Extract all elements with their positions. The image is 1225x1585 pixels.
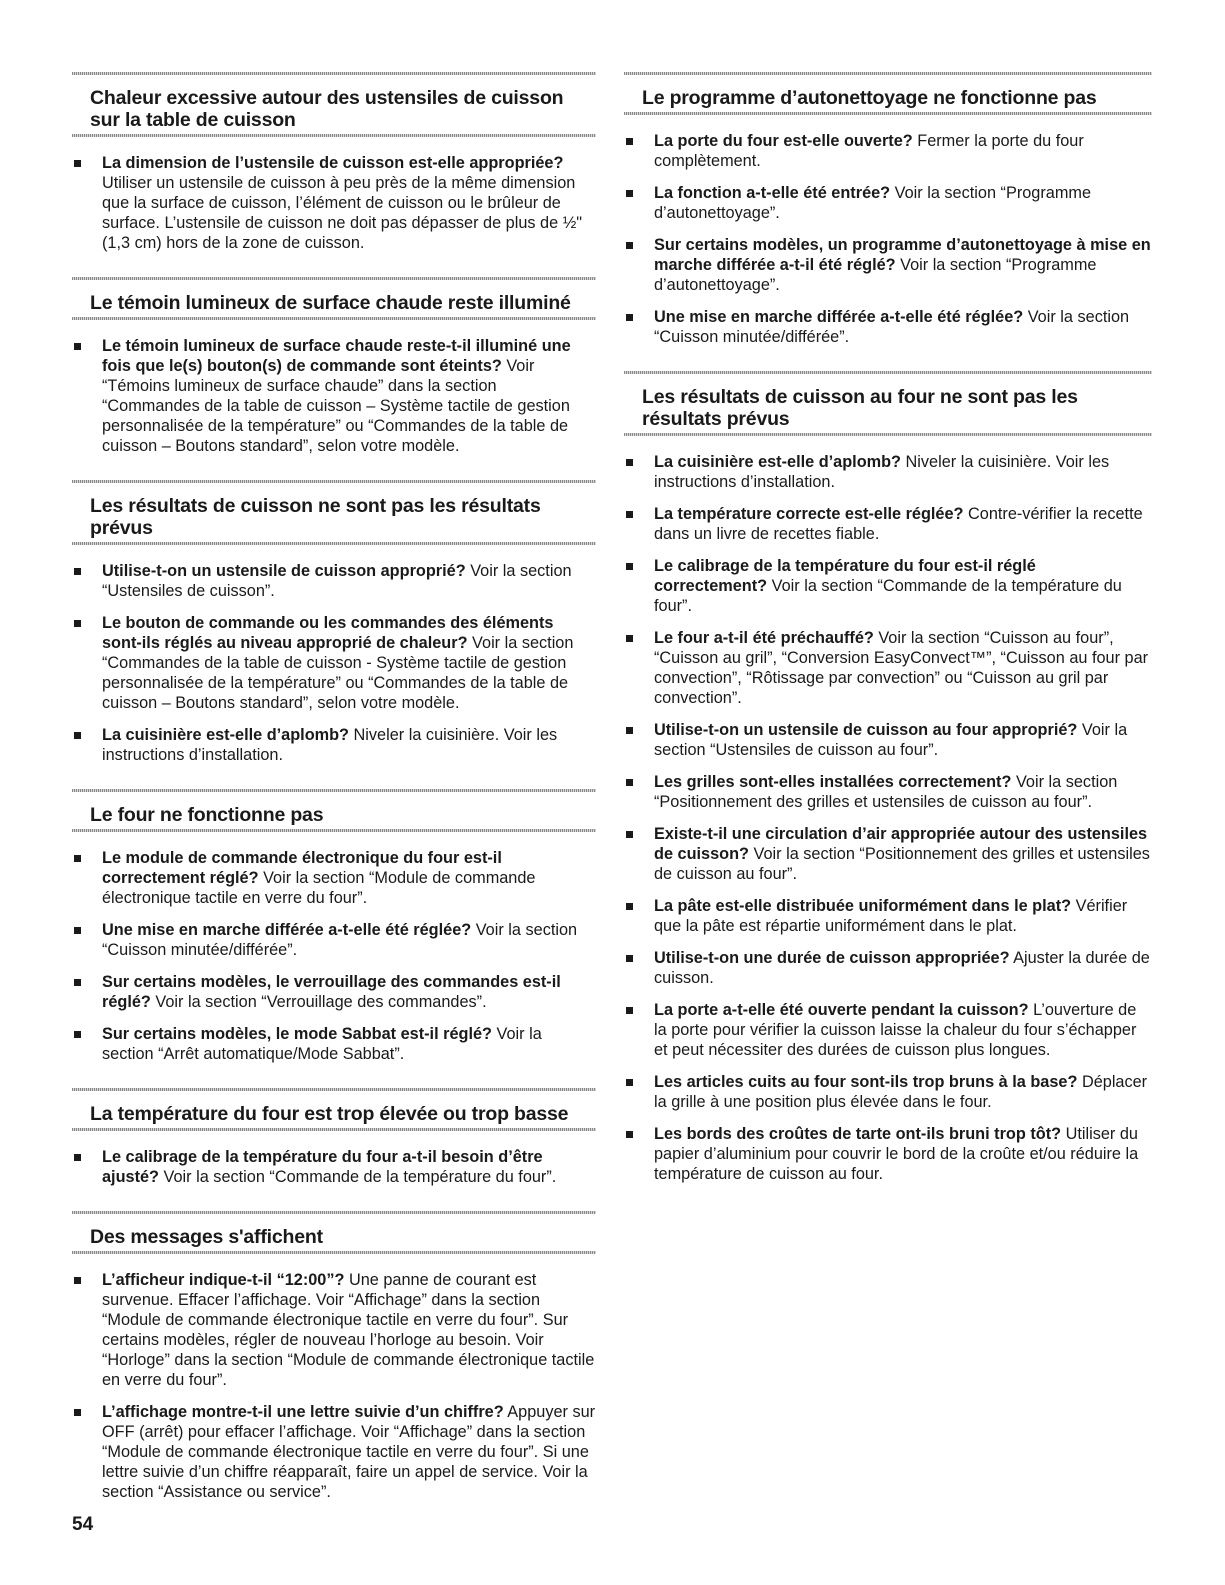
list-item bbox=[624, 183, 1152, 223]
list-item bbox=[72, 848, 596, 908]
list-item bbox=[72, 1402, 596, 1502]
list-item bbox=[624, 1072, 1152, 1112]
item-answer: Appuyer sur OFF (arrêt) pour effacer l’affichage. Voir “Affichage” dans la section “Module de commande électronique tactile en verre du four”. Si une lettre suivie d’un chiffre réapparaît, faire un appel de service. Voir la section “Assistance ou service”. bbox=[102, 1403, 596, 1501]
section-title: Le programme d’autonettoyage ne fonctionne pas bbox=[642, 87, 1097, 109]
list-item bbox=[72, 561, 596, 601]
item-answer: Voir la section “Programme d’autonettoyage”. bbox=[654, 184, 1092, 222]
item-list bbox=[72, 137, 596, 269]
list-item bbox=[624, 824, 1152, 884]
item-question: Existe-t-il une circulation d’air appropriée autour des ustensiles de cuisson? bbox=[654, 825, 1148, 863]
item-question: Les grilles sont-elles installées correctement? bbox=[654, 773, 1012, 791]
item-list bbox=[72, 545, 596, 781]
section-title: La température du four est trop élevée ou trop basse bbox=[90, 1103, 569, 1125]
item-question: Les bords des croûtes de tarte ont-ils bruni trop tôt? bbox=[654, 1125, 1062, 1143]
item-question: La porte du four est-elle ouverte? bbox=[654, 132, 913, 150]
item-question: Le calibrage de la température du four est-il réglé correctement? bbox=[654, 557, 1036, 595]
list-item bbox=[624, 896, 1152, 936]
list-item bbox=[624, 504, 1152, 544]
section-title: Le témoin lumineux de surface chaude reste illuminé bbox=[90, 292, 571, 314]
item-answer: Voir la section “Ustensiles de cuisson au four”. bbox=[654, 721, 1128, 759]
item-question: Le calibrage de la température du four a-t-il besoin d’être ajusté? bbox=[102, 1148, 543, 1186]
list-item bbox=[624, 307, 1152, 347]
item-question: Utilise-t-on un ustensile de cuisson approprié? bbox=[102, 562, 466, 580]
item-question: La cuisinière est-elle d’aplomb? bbox=[654, 453, 902, 471]
item-answer: Voir la section “Arrêt automatique/Mode Sabbat”. bbox=[102, 1025, 542, 1063]
item-answer: Voir la section “Verrouillage des commandes”. bbox=[150, 993, 487, 1011]
item-question: Le module de commande électronique du four est-il correctement réglé? bbox=[102, 849, 502, 887]
list-item bbox=[624, 235, 1152, 295]
list-item bbox=[72, 1024, 596, 1064]
item-answer: Niveler la cuisinière. Voir les instructions d’installation. bbox=[654, 453, 1110, 491]
item-question: La cuisinière est-elle d’aplomb? bbox=[102, 726, 350, 744]
item-answer: L’ouverture de la porte pour vérifier la cuisson laisse la chaleur du four s’échapper et peut nécessiter des durées de cuisson plus longues. bbox=[654, 1001, 1137, 1059]
right-column bbox=[624, 72, 1152, 1208]
list-item bbox=[624, 556, 1152, 616]
item-list bbox=[72, 320, 596, 472]
list-item bbox=[72, 153, 596, 253]
list-item bbox=[72, 972, 596, 1012]
troubleshooting-section bbox=[72, 277, 596, 472]
list-item bbox=[624, 628, 1152, 708]
item-list bbox=[72, 1254, 596, 1518]
item-list bbox=[624, 115, 1152, 363]
list-item bbox=[72, 336, 596, 456]
item-question: L’affichage montre-t-il une lettre suivie d’un chiffre? bbox=[102, 1403, 504, 1421]
item-answer: Contre-vérifier la recette dans un livre de recettes fiable. bbox=[654, 505, 1143, 543]
item-question: Utilise-t-on un ustensile de cuisson au four approprié? bbox=[654, 721, 1078, 739]
item-question: Le témoin lumineux de surface chaude reste-t-il illuminé une fois que le(s) bouton(s) de commande sont éteints? bbox=[102, 337, 571, 375]
item-answer: Voir la section “Positionnement des grilles et ustensiles de cuisson au four”. bbox=[654, 773, 1118, 811]
list-item bbox=[72, 725, 596, 765]
item-question: Sur certains modèles, le verrouillage des commandes est-il réglé? bbox=[102, 973, 561, 1011]
item-question: La dimension de l’ustensile de cuisson est-elle appropriée? bbox=[102, 154, 564, 172]
item-question: Le four a-t-il été préchauffé? bbox=[654, 629, 874, 647]
item-question: Une mise en marche différée a-t-elle été réglée? bbox=[102, 921, 472, 939]
item-answer: Ajuster la durée de cuisson. bbox=[654, 949, 1150, 987]
list-item bbox=[72, 613, 596, 713]
item-answer: Voir la section “Module de commande électronique tactile en verre du four”. bbox=[102, 869, 536, 907]
item-answer: Voir “Témoins lumineux de surface chaude” dans la section “Commandes de la table de cuisson – Système tactile de gestion personnalisée de la température” ou “Commandes de la table de cuisson – Boutons standard”, selon votre modèle. bbox=[102, 357, 570, 455]
item-answer: Voir la section “Cuisson au four”, “Cuisson au gril”, “Conversion EasyConvect™”, “Cuisson au four par convection”, “Rôtissage par convection” ou “Cuisson au gril par convection”. bbox=[654, 629, 1149, 707]
item-answer: Voir la section “Ustensiles de cuisson”. bbox=[102, 562, 572, 600]
item-list bbox=[72, 1131, 596, 1203]
item-question: Le bouton de commande ou les commandes des éléments sont-ils réglés au niveau approprié de chaleur? bbox=[102, 614, 554, 652]
troubleshooting-section bbox=[624, 371, 1152, 1200]
item-answer: Fermer la porte du four complètement. bbox=[654, 132, 1084, 170]
list-item bbox=[72, 1270, 596, 1390]
item-question: Les articles cuits au four sont-ils trop bruns à la base? bbox=[654, 1073, 1078, 1091]
list-item bbox=[72, 1147, 596, 1187]
troubleshooting-section bbox=[72, 1088, 596, 1203]
section-title: Des messages s'affichent bbox=[90, 1226, 323, 1248]
item-question: La pâte est-elle distribuée uniformément dans le plat? bbox=[654, 897, 1072, 915]
section-title: Les résultats de cuisson au four ne sont pas les résultats prévus bbox=[642, 386, 1078, 430]
item-answer: Voir la section “Commandes de la table de cuisson - Système tactile de gestion personnalisée de la température” ou “Commandes de la table de cuisson – Boutons standard”, selon votre modèle. bbox=[102, 634, 574, 712]
item-list bbox=[624, 436, 1152, 1200]
item-answer: Déplacer la grille à une position plus élevée dans le four. bbox=[654, 1073, 1148, 1111]
item-answer: Voir la section “Programme d’autonettoyage”. bbox=[654, 256, 1097, 294]
item-question: Une mise en marche différée a-t-elle été réglée? bbox=[654, 308, 1024, 326]
list-item bbox=[624, 131, 1152, 171]
troubleshooting-section bbox=[72, 1211, 596, 1518]
page-number: 54 bbox=[72, 1514, 94, 1535]
list-item bbox=[624, 452, 1152, 492]
section-title: Les résultats de cuisson ne sont pas les résultats prévus bbox=[90, 495, 541, 539]
item-answer: Vérifier que la pâte est répartie uniformément dans le plat. bbox=[654, 897, 1128, 935]
item-question: Utilise-t-on une durée de cuisson appropriée? bbox=[654, 949, 1010, 967]
item-answer: Utiliser un ustensile de cuisson à peu près de la même dimension que la surface de cuisson, l’élément de cuisson ou le brûleur de surface. L’ustensile de cuisson ne doit pas dépasser de plus de ½" (1,3 cm) hors de la zone de cuisson. bbox=[102, 174, 583, 252]
item-question: Sur certains modèles, un programme d’autonettoyage à mise en marche différée a-t-il été réglé? bbox=[654, 236, 1151, 274]
left-column bbox=[72, 72, 596, 1526]
item-answer: Niveler la cuisinière. Voir les instructions d’installation. bbox=[102, 726, 558, 764]
item-answer: Voir la section “Positionnement des grilles et ustensiles de cuisson au four”. bbox=[654, 845, 1150, 883]
troubleshooting-section bbox=[72, 789, 596, 1080]
section-title: Le four ne fonctionne pas bbox=[90, 804, 324, 826]
item-question: La porte a-t-elle été ouverte pendant la cuisson? bbox=[654, 1001, 1029, 1019]
item-question: La fonction a-t-elle été entrée? bbox=[654, 184, 891, 202]
list-item bbox=[624, 772, 1152, 812]
item-answer: Voir la section “Commande de la température du four”. bbox=[654, 577, 1122, 615]
list-item bbox=[72, 920, 596, 960]
troubleshooting-section bbox=[624, 72, 1152, 363]
item-answer: Voir la section “Cuisson minutée/différée”. bbox=[654, 308, 1130, 346]
list-item bbox=[624, 1124, 1152, 1184]
troubleshooting-section bbox=[72, 480, 596, 781]
item-answer: Une panne de courant est survenue. Effacer l’affichage. Voir “Affichage” dans la section “Module de commande électronique tactile en verre du four”. Sur certains modèles, régler de nouveau l’horloge au besoin. Voir “Horloge” dans la section “Module de commande électronique tactile en verre du four”. bbox=[102, 1271, 595, 1389]
item-answer: Utiliser du papier d’aluminium pour couvrir le bord de la croûte et/ou réduire la température de cuisson au four. bbox=[654, 1125, 1139, 1183]
item-answer: Voir la section “Cuisson minutée/différée”. bbox=[102, 921, 578, 959]
troubleshooting-section bbox=[72, 72, 596, 269]
item-question: Sur certains modèles, le mode Sabbat est-il réglé? bbox=[102, 1025, 492, 1043]
item-question: L’afficheur indique-t-il “12:00”? bbox=[102, 1271, 345, 1289]
item-answer: Voir la section “Commande de la température du four”. bbox=[159, 1168, 557, 1186]
item-list bbox=[72, 832, 596, 1080]
list-item bbox=[624, 1000, 1152, 1060]
list-item bbox=[624, 948, 1152, 988]
item-question: La température correcte est-elle réglée? bbox=[654, 505, 964, 523]
list-item bbox=[624, 720, 1152, 760]
section-title: Chaleur excessive autour des ustensiles de cuisson sur la table de cuisson bbox=[90, 87, 564, 131]
